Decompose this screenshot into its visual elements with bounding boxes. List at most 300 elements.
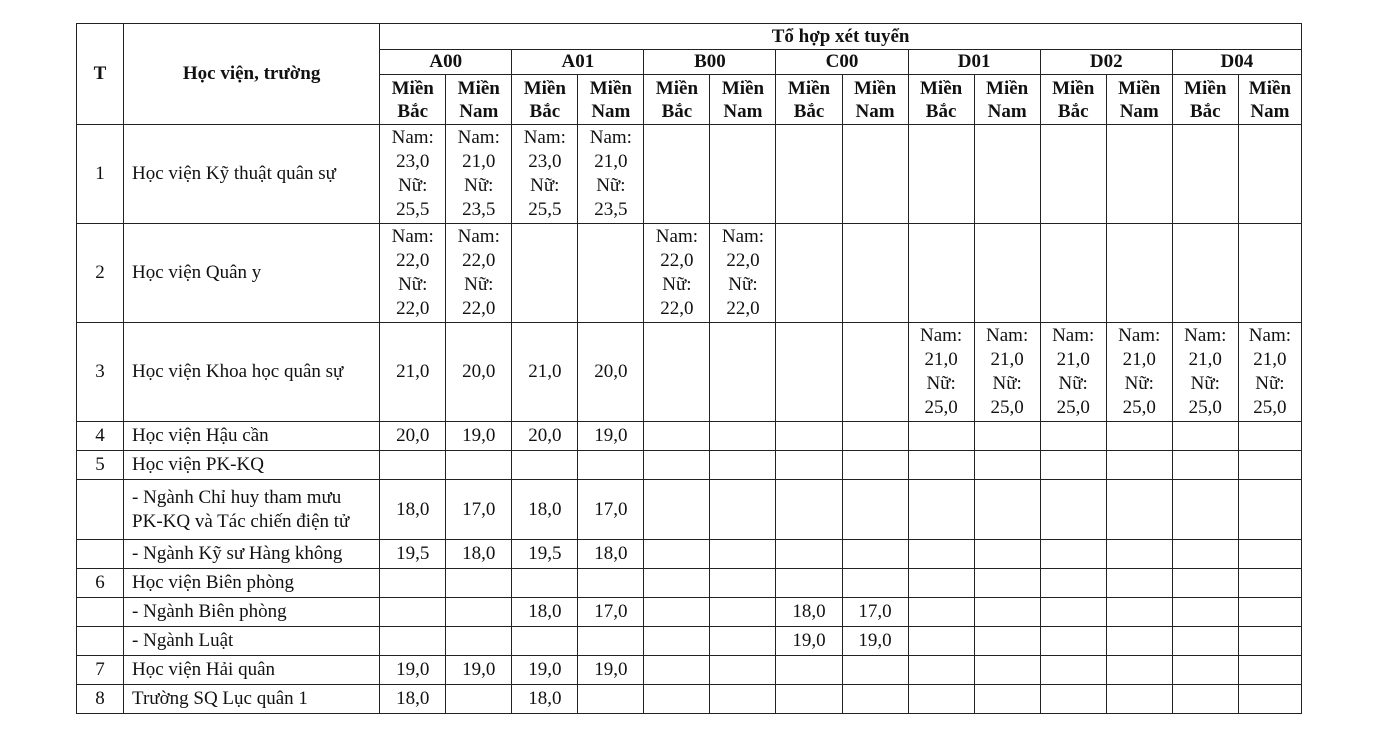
score-cell — [644, 125, 710, 224]
score-cell — [578, 125, 644, 224]
school-name-line: Học viện Kỹ thuật quân sự — [132, 163, 336, 184]
score-cell — [380, 540, 446, 569]
header-region-word: Nam — [459, 100, 499, 122]
row-stt — [77, 480, 124, 540]
header-combo: D01 — [908, 50, 1040, 75]
score-value: Nữ: — [926, 373, 956, 394]
score-value: 20,0 — [396, 425, 430, 446]
score-value: 18,0 — [528, 498, 562, 520]
header-region-word: Nam — [987, 100, 1027, 122]
score-value: Nữ: — [530, 175, 560, 196]
score-cell — [710, 627, 776, 656]
score-cell — [710, 569, 776, 598]
score-value: 23,0 — [396, 151, 430, 172]
score-cell — [908, 451, 974, 480]
score-cell — [974, 422, 1040, 451]
score-cell — [842, 656, 908, 685]
table-row — [77, 480, 1302, 540]
score-cell — [644, 627, 710, 656]
score-cell — [1238, 224, 1301, 323]
score-cell — [776, 540, 842, 569]
row-stt — [77, 627, 124, 656]
score-value: 22,0 — [726, 250, 760, 271]
header-combo: D02 — [1040, 50, 1172, 75]
score-cell — [446, 422, 512, 451]
score-cell — [446, 125, 512, 224]
header-region-south — [578, 75, 644, 125]
score-cell — [1040, 569, 1106, 598]
score-value: 19,0 — [594, 425, 628, 446]
score-value: 21,0 — [1122, 349, 1156, 370]
score-value: Nữ: — [1058, 373, 1088, 394]
score-cell — [512, 598, 578, 627]
score-cell — [644, 422, 710, 451]
score-value: 23,5 — [594, 199, 628, 220]
score-cell — [908, 685, 974, 714]
score-cell — [1238, 323, 1301, 422]
school-name-line: - Ngành Kỹ sư Hàng không — [132, 543, 343, 564]
score-cell — [1106, 569, 1172, 598]
score-cell — [710, 656, 776, 685]
score-value: 21,0 — [1188, 349, 1222, 370]
school-name-line: - Ngành Luật — [132, 630, 234, 651]
score-cell — [380, 598, 446, 627]
score-cell — [380, 451, 446, 480]
row-school-name — [124, 323, 380, 422]
header-region-north — [776, 75, 842, 125]
header-region-word: Nam — [855, 100, 895, 122]
score-cell — [710, 685, 776, 714]
score-value: Nam: — [391, 226, 434, 247]
score-cell — [1172, 480, 1238, 540]
score-cell — [776, 224, 842, 323]
header-region-word: Nam — [1250, 100, 1290, 122]
score-cell — [974, 569, 1040, 598]
header-region-word: Bắc — [661, 100, 693, 122]
score-value: Nam: — [523, 127, 566, 148]
score-value: 25,0 — [1056, 397, 1090, 418]
score-cell — [1106, 627, 1172, 656]
score-cell — [908, 627, 974, 656]
score-value: 21,0 — [990, 349, 1024, 370]
score-cell — [1040, 598, 1106, 627]
score-cell — [380, 422, 446, 451]
score-cell — [1172, 685, 1238, 714]
header-region-word: Bắc — [1057, 100, 1089, 122]
admission-score-table — [76, 23, 1302, 714]
score-cell — [446, 569, 512, 598]
header-region-word: Miền — [919, 77, 963, 99]
score-cell — [710, 224, 776, 323]
score-cell — [1106, 323, 1172, 422]
score-cell — [380, 656, 446, 685]
header-region-south — [842, 75, 908, 125]
score-cell — [380, 685, 446, 714]
score-cell — [974, 627, 1040, 656]
school-name-line: - Ngành Chỉ huy tham mưu — [132, 486, 342, 508]
score-cell — [908, 224, 974, 323]
score-value: Nam: — [655, 226, 699, 247]
score-value: 18,0 — [528, 688, 562, 709]
score-cell — [1238, 656, 1301, 685]
header-region-north — [908, 75, 974, 125]
school-name-line: Học viện Khoa học quân sự — [132, 361, 344, 382]
score-cell — [974, 451, 1040, 480]
school-name-line: Học viện Hải quân — [132, 659, 276, 680]
score-cell — [380, 480, 446, 540]
header-region-word: Miền — [721, 77, 765, 99]
score-value: 17,0 — [594, 498, 628, 520]
row-school-name — [124, 451, 380, 480]
score-value: 21,0 — [1253, 349, 1287, 370]
header-combo: A01 — [512, 50, 644, 75]
score-value: Nam: — [457, 127, 500, 148]
header-combo: D04 — [1172, 50, 1301, 75]
row-school-name — [124, 656, 380, 685]
score-cell — [908, 125, 974, 224]
score-cell — [578, 627, 644, 656]
table-body — [77, 125, 1302, 714]
score-value: 20,0 — [594, 361, 628, 382]
school-name-line: Học viện PK-KQ — [132, 454, 264, 475]
admission-score-table-container — [76, 23, 1302, 714]
score-cell — [710, 125, 776, 224]
score-value: 19,0 — [858, 630, 892, 651]
table-row — [77, 422, 1302, 451]
header-region-south — [710, 75, 776, 125]
school-name-line: Học viện Biên phòng — [132, 572, 295, 593]
score-cell — [644, 656, 710, 685]
score-value: 21,0 — [396, 361, 430, 382]
score-value: 18,0 — [396, 688, 430, 709]
header-region-word: Bắc — [529, 100, 561, 122]
score-cell — [578, 480, 644, 540]
score-cell — [1172, 656, 1238, 685]
score-cell — [1172, 598, 1238, 627]
score-cell — [974, 598, 1040, 627]
row-school-name — [124, 627, 380, 656]
score-cell — [908, 656, 974, 685]
score-cell — [1172, 422, 1238, 451]
score-value: 18,0 — [528, 601, 562, 622]
score-cell — [512, 451, 578, 480]
header-region-word: Bắc — [1189, 100, 1221, 122]
score-value: 23,0 — [528, 151, 562, 172]
score-value: 19,5 — [528, 543, 562, 564]
score-cell — [974, 224, 1040, 323]
score-cell — [710, 323, 776, 422]
score-cell — [578, 451, 644, 480]
row-stt: 8 — [77, 685, 124, 714]
score-cell — [446, 685, 512, 714]
score-cell — [380, 569, 446, 598]
school-name-line: Học viện Quân y — [132, 262, 262, 283]
table-row — [77, 627, 1302, 656]
table-row — [77, 125, 1302, 224]
header-region-south — [1106, 75, 1172, 125]
score-cell — [446, 598, 512, 627]
score-value: 18,0 — [594, 543, 628, 564]
row-school-name — [124, 422, 380, 451]
score-cell — [512, 323, 578, 422]
score-cell — [776, 323, 842, 422]
row-school-name — [124, 569, 380, 598]
header-region-word: Miền — [589, 77, 632, 99]
score-cell — [512, 656, 578, 685]
score-cell — [842, 569, 908, 598]
score-value: 21,0 — [462, 151, 496, 172]
score-value: 22,0 — [462, 298, 496, 319]
score-value: Nữ: — [464, 175, 494, 196]
score-value: 20,0 — [528, 425, 562, 446]
score-value: 21,0 — [924, 349, 958, 370]
score-cell — [1106, 480, 1172, 540]
score-cell — [908, 323, 974, 422]
header-region-word: Miền — [523, 77, 566, 99]
score-value: Nam: — [457, 226, 500, 247]
score-value: 19,0 — [792, 630, 826, 651]
score-value: 22,0 — [462, 250, 496, 271]
score-cell — [1106, 598, 1172, 627]
header-region-word: Nam — [591, 100, 631, 122]
score-value: Nữ: — [728, 274, 758, 295]
table-row — [77, 540, 1302, 569]
header-combo: C00 — [776, 50, 908, 75]
score-value: 25,0 — [990, 397, 1024, 418]
score-cell — [908, 598, 974, 627]
score-cell — [1238, 569, 1301, 598]
row-school-name — [124, 685, 380, 714]
header-stt: T — [77, 24, 124, 125]
row-school-name — [124, 598, 380, 627]
score-value: 18,0 — [792, 601, 826, 622]
score-cell — [776, 569, 842, 598]
score-cell — [1040, 540, 1106, 569]
score-cell — [1238, 480, 1301, 540]
score-cell — [1040, 224, 1106, 323]
row-school-name — [124, 125, 380, 224]
score-cell — [842, 685, 908, 714]
score-cell — [578, 598, 644, 627]
score-value: 19,0 — [462, 425, 496, 446]
score-cell — [710, 480, 776, 540]
score-cell — [974, 656, 1040, 685]
score-cell — [842, 323, 908, 422]
score-cell — [1172, 224, 1238, 323]
header-region-word: Miền — [457, 77, 500, 99]
score-value: 25,0 — [1253, 397, 1287, 418]
row-stt: 3 — [77, 323, 124, 422]
header-region-word: Bắc — [793, 100, 825, 122]
score-cell — [1238, 125, 1301, 224]
score-cell — [578, 685, 644, 714]
score-value: Nữ: — [1190, 373, 1220, 394]
score-cell — [1106, 125, 1172, 224]
score-value: 19,0 — [396, 659, 430, 680]
score-value: 18,0 — [396, 498, 430, 520]
score-cell — [644, 569, 710, 598]
table-row — [77, 656, 1302, 685]
header-region-word: Nam — [1119, 100, 1159, 122]
row-stt: 2 — [77, 224, 124, 323]
score-value: 23,5 — [462, 199, 496, 220]
score-cell — [644, 224, 710, 323]
score-cell — [776, 480, 842, 540]
score-value: 25,5 — [396, 199, 430, 220]
score-value: 25,0 — [1188, 397, 1222, 418]
score-cell — [1040, 685, 1106, 714]
score-cell — [1238, 598, 1301, 627]
score-cell — [710, 451, 776, 480]
score-cell — [908, 422, 974, 451]
header-combo: B00 — [644, 50, 776, 75]
score-cell — [1172, 125, 1238, 224]
header-region-word: Miền — [655, 77, 699, 99]
row-stt: 5 — [77, 451, 124, 480]
score-cell — [644, 598, 710, 627]
score-value: Nữ: — [1124, 373, 1154, 394]
score-value: Nữ: — [662, 274, 692, 295]
score-cell — [710, 422, 776, 451]
header-region-word: Miền — [1248, 77, 1292, 99]
score-cell — [512, 422, 578, 451]
score-value: 21,0 — [594, 151, 628, 172]
score-cell — [446, 224, 512, 323]
score-value: Nữ: — [596, 175, 626, 196]
score-value: 22,0 — [396, 298, 430, 319]
score-value: Nam: — [1184, 325, 1227, 346]
score-cell — [446, 627, 512, 656]
score-cell — [1106, 451, 1172, 480]
score-cell — [380, 224, 446, 323]
header-region-south — [446, 75, 512, 125]
score-value: Nam: — [391, 127, 434, 148]
header-region-word: Bắc — [925, 100, 957, 122]
score-cell — [1172, 569, 1238, 598]
score-cell — [842, 480, 908, 540]
score-value: 18,0 — [462, 543, 496, 564]
score-cell — [842, 422, 908, 451]
score-cell — [512, 685, 578, 714]
score-value: Nữ: — [398, 274, 428, 295]
score-cell — [974, 480, 1040, 540]
score-cell — [512, 540, 578, 569]
score-cell — [380, 125, 446, 224]
school-name-line: PK-KQ và Tác chiến điện tử — [132, 510, 350, 532]
score-cell — [1040, 422, 1106, 451]
score-value: Nữ: — [992, 373, 1022, 394]
header-region-word: Miền — [787, 77, 831, 99]
score-cell — [446, 480, 512, 540]
score-value: 22,0 — [660, 298, 694, 319]
score-value: Nam: — [1052, 325, 1095, 346]
table-row — [77, 685, 1302, 714]
header-region-north — [512, 75, 578, 125]
score-cell — [1238, 540, 1301, 569]
score-cell — [1172, 323, 1238, 422]
score-cell — [578, 422, 644, 451]
header-region-word: Miền — [853, 77, 897, 99]
score-cell — [710, 598, 776, 627]
score-value: 19,0 — [462, 659, 496, 680]
score-cell — [380, 627, 446, 656]
header-region-word: Nam — [723, 100, 763, 122]
header-region-north — [380, 75, 446, 125]
score-cell — [512, 569, 578, 598]
score-cell — [776, 598, 842, 627]
score-cell — [578, 540, 644, 569]
score-value: Nữ: — [1255, 373, 1285, 394]
score-value: Nữ: — [464, 274, 494, 295]
score-cell — [1040, 480, 1106, 540]
score-cell — [776, 627, 842, 656]
header-region-word: Miền — [391, 77, 434, 99]
score-cell — [644, 451, 710, 480]
score-value: Nam: — [986, 325, 1029, 346]
score-cell — [974, 685, 1040, 714]
header-region-word: Miền — [1052, 77, 1095, 99]
table-row — [77, 569, 1302, 598]
score-cell — [512, 627, 578, 656]
score-value: 17,0 — [858, 601, 892, 622]
row-school-name — [124, 224, 380, 323]
header-region-word: Bắc — [397, 100, 429, 122]
score-cell — [776, 422, 842, 451]
score-cell — [1106, 540, 1172, 569]
score-cell — [578, 569, 644, 598]
score-cell — [1172, 451, 1238, 480]
score-value: 17,0 — [462, 498, 496, 520]
score-cell — [1238, 422, 1301, 451]
score-value: 22,0 — [726, 298, 760, 319]
row-stt — [77, 598, 124, 627]
row-school-name — [124, 540, 380, 569]
score-cell — [578, 224, 644, 323]
header-school: Học viện, trường — [124, 24, 380, 125]
table-row — [77, 224, 1302, 323]
row-stt: 1 — [77, 125, 124, 224]
score-value: Nam: — [1248, 325, 1292, 346]
score-cell — [842, 451, 908, 480]
score-value: Nam: — [1118, 325, 1161, 346]
score-value: 25,0 — [924, 397, 958, 418]
table-header — [77, 24, 1302, 125]
score-cell — [842, 627, 908, 656]
score-cell — [380, 323, 446, 422]
score-cell — [1040, 125, 1106, 224]
header-region-north — [644, 75, 710, 125]
score-cell — [512, 125, 578, 224]
score-cell — [776, 451, 842, 480]
score-cell — [1238, 451, 1301, 480]
score-value: Nam: — [721, 226, 765, 247]
score-cell — [974, 540, 1040, 569]
header-row-group — [77, 24, 1302, 50]
score-cell — [1106, 656, 1172, 685]
score-cell — [1238, 627, 1301, 656]
score-cell — [644, 323, 710, 422]
header-combo: A00 — [380, 50, 512, 75]
score-cell — [446, 540, 512, 569]
score-cell — [1040, 627, 1106, 656]
score-cell — [1040, 323, 1106, 422]
score-cell — [776, 125, 842, 224]
score-value: 22,0 — [660, 250, 694, 271]
score-cell — [710, 540, 776, 569]
score-value: 25,0 — [1122, 397, 1156, 418]
score-cell — [776, 656, 842, 685]
score-value: Nam: — [589, 127, 632, 148]
